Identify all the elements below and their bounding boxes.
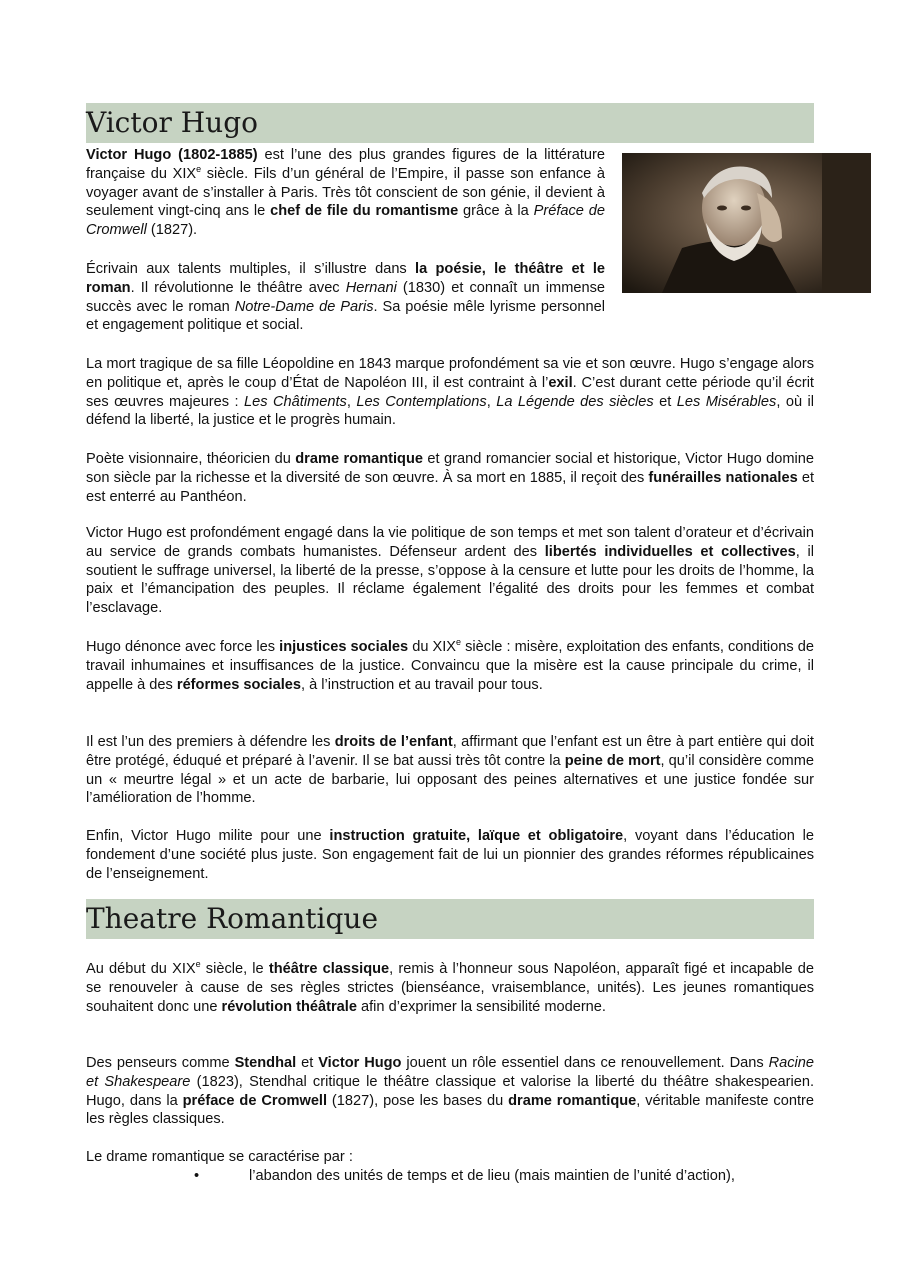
list-item xyxy=(86,1167,814,1186)
section-heading-victor-hugo: Victor Hugo xyxy=(86,103,814,143)
paragraph-politics: Victor Hugo est profondément engagé dans la vie politique de son temps et met son talent d’orateur et d’écrivain au service de grands combats humanistes. Défenseur ardent des libertés individuelles et collectives, il soutient le suffrage universel, la liberté de la presse, s’oppose à la censure et lutte pour les droits de l’homme, la paix et l’émancipation des peuples. Il réclame également l’égalité des droits pour les femmes et combat l’esclavage. xyxy=(86,525,814,617)
paragraph-thinkers: Des penseurs comme Stendhal et Victor Hugo jouent un rôle essentiel dans ce renouvellement. Dans Racine et Shakespeare (1823), Stendhal critique le théâtre classique et valorise la liberté du théâtre shakespearien. Hugo, dans la préface de Cromwell (1827), pose les bases du drame romantique, véritable manifeste contre les règles classiques. xyxy=(86,1055,815,1128)
paragraph-social-injustice: Hugo dénonce avec force les injustices sociales du XIXe siècle : misère, exploitation des enfants, conditions de travail inhumaines et insuffisances de la justice. Convaincu que la misère est la cause principale du crime, il appelle à des réformes sociales, à l’instruction et au travail pour tous. xyxy=(86,637,814,693)
paragraph-child-rights: Il est l’un des premiers à défendre les droits de l’enfant, affirmant que l’enfant est un être à part entière qui doit être protégé, éduqué et préparé à l’avenir. Il se bat aussi très tôt contre la peine de mort, qu’il considère comme un « meurtre légal » et un acte de barbarie, lui opposant des peines alternatives et une justice fondée sur l’amélioration de l’homme. xyxy=(86,734,814,807)
bullet-icon: • xyxy=(194,1168,200,1184)
section-heading-theatre-romantique: Theatre Romantique xyxy=(86,899,814,939)
victor-hugo-portrait-image xyxy=(622,153,871,293)
paragraph-education: Enfin, Victor Hugo milite pour une instruction gratuite, laïque et obligatoire, voyant dans l’éducation le fondement d’une société plus juste. Son engagement fait de lui un pionnier des grandes réformes républicaines de l’enseignement. xyxy=(86,828,814,882)
paragraph-classical-theatre: Au début du XIXe siècle, le théâtre classique, remis à l’honneur sous Napoléon, apparaît figé et incapable de se renouveler à cause de ses règles strictes (bienséance, vraisemblance, unités). Les jeunes romantiques souhaitent donc une révolution théâtrale afin d’exprimer la sensibilité moderne. xyxy=(86,959,814,1015)
paragraph-visionary: Poète visionnaire, théoricien du drame romantique et grand romancier social et historique, Victor Hugo domine son siècle par la richesse et la diversité de son œuvre. À sa mort en 1885, il reçoit des funérailles nationales et est enterré au Panthéon. xyxy=(86,451,815,505)
paragraph-intro: Victor Hugo (1802-1885) est l’une des plus grandes figures de la littérature française du XIXe siècle. Fils d’un général de l’Empire, il passe son enfance à voyager avant de s’installer à Paris. Très tôt conscient de son génie, il devient à seulement vingt-cinq ans le chef de file du romantisme grâce à la Préface de Cromwell (1827). xyxy=(86,147,605,239)
paragraph-drama-characteristics: Le drame romantique se caractérise par : xyxy=(86,1149,353,1165)
paragraph-exile: La mort tragique de sa fille Léopoldine en 1843 marque profondément sa vie et son œuvre. Hugo s’engage alors en politique et, après le coup d’État de Napoléon III, il est contraint à l’exil. C’est durant cette période qu’il écrit ses œuvres majeures : Les Châtiments, Les Contemplations, La Légende des siècles et Les Misérables, où il défend la liberté, la justice et le progrès humain. xyxy=(86,356,814,429)
paragraph-talents: Écrivain aux talents multiples, il s’illustre dans la poésie, le théâtre et le roman. Il révolutionne le théâtre avec Hernani (1830) et connaît un immense succès avec le roman Notre-Dame de Paris. Sa poésie mêle lyrisme personnel et engagement politique et social. xyxy=(86,261,606,334)
list-item-text: l’abandon des unités de temps et de lieu (mais maintien de l’unité d’action), xyxy=(249,1168,735,1184)
